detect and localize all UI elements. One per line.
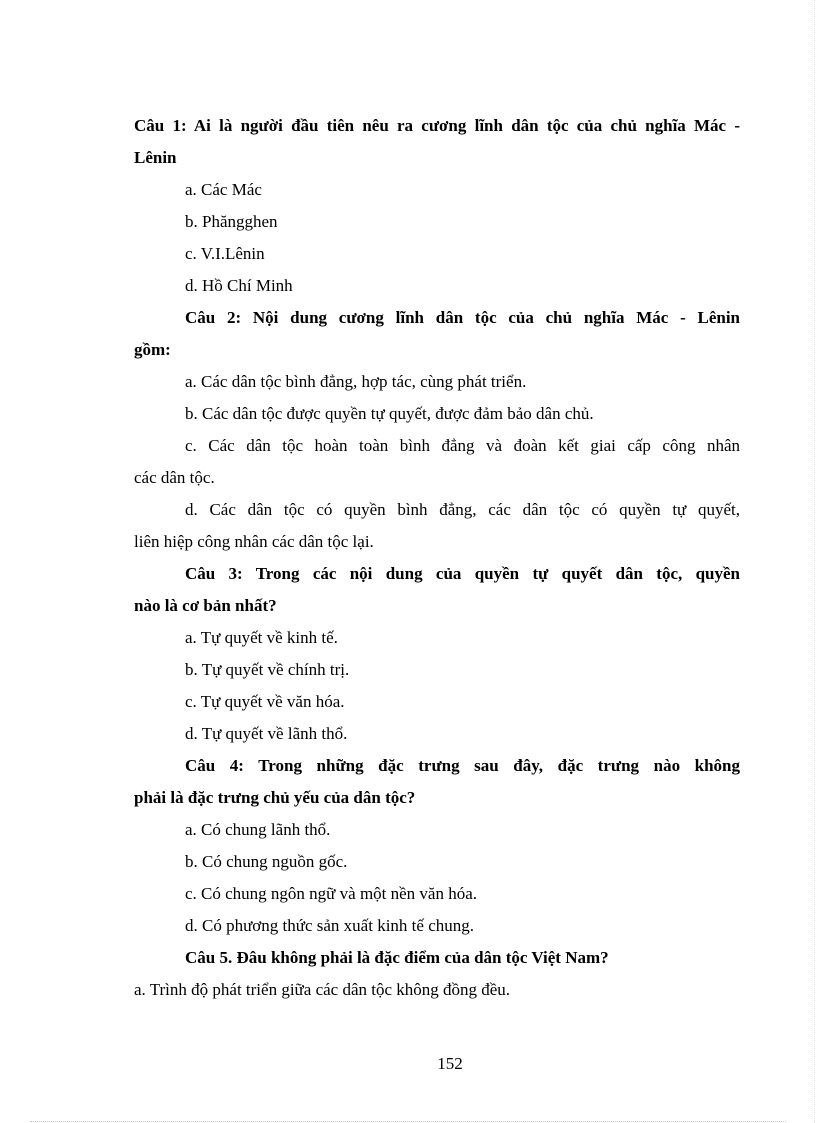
question-list [134, 110, 740, 1006]
question-2-option-c: c. Các dân tộc hoàn toàn bình đẳng và đoàn kết giai cấp công nhân [185, 436, 740, 455]
question-1-option-c: c. V.I.Lênin [185, 244, 265, 263]
question-4-title: Câu 4: Trong những đặc trưng sau đây, đặc trưng nào không [185, 756, 740, 775]
question-2-option-c-cont: các dân tộc. [134, 468, 215, 487]
question-3-title: Câu 3: Trong các nội dung của quyền tự quyết dân tộc, quyền [185, 564, 740, 583]
question-4-option-d: d. Có phương thức sản xuất kinh tế chung. [185, 916, 474, 935]
page-right-border [814, 0, 815, 1123]
question-3-option-b: b. Tự quyết về chính trị. [185, 660, 350, 679]
question-4-option-c: c. Có chung ngôn ngữ và một nền văn hóa. [185, 884, 478, 903]
question-3-option-a: a. Tự quyết về kinh tế. [185, 628, 338, 647]
question-1-option-a: a. Các Mác [185, 180, 262, 199]
question-3-option-d: d. Tự quyết về lãnh thổ. [185, 724, 348, 743]
question-2-title-cont: gồm: [134, 340, 171, 359]
question-1-title: Câu 1: Ai là người đầu tiên nêu ra cương lĩnh dân tộc của chủ nghĩa Mác - [134, 116, 740, 135]
page-number: 152 [437, 1054, 463, 1073]
question-4-option-b: b. Có chung nguồn gốc. [185, 852, 348, 871]
question-3-title-cont: nào là cơ bản nhất? [134, 596, 277, 615]
question-4-title-cont: phải là đặc trưng chủ yếu của dân tộc? [134, 788, 416, 807]
question-1-title-cont: Lênin [134, 148, 177, 167]
question-3-option-c: c. Tự quyết về văn hóa. [185, 692, 345, 711]
question-4-option-a: a. Có chung lãnh thổ. [185, 820, 331, 839]
question-1-option-d: d. Hồ Chí Minh [185, 276, 293, 295]
question-5-title: Câu 5. Đâu không phải là đặc điểm của dân tộc Việt Nam? [185, 948, 609, 967]
question-2-option-d-cont: liên hiệp công nhân các dân tộc lại. [134, 532, 374, 551]
question-1-option-b: b. Phăngghen [185, 212, 278, 231]
question-2-option-b: b. Các dân tộc được quyền tự quyết, được đảm bảo dân chủ. [185, 404, 594, 423]
page-bottom-border [30, 1121, 786, 1122]
question-5-option-a: a. Trình độ phát triển giữa các dân tộc không đồng đều. [134, 980, 511, 999]
question-2-option-a: a. Các dân tộc bình đẳng, hợp tác, cùng phát triển. [185, 372, 527, 391]
question-2-option-d: d. Các dân tộc có quyền bình đẳng, các dân tộc có quyền tự quyết, [185, 500, 740, 519]
question-2-title: Câu 2: Nội dung cương lĩnh dân tộc của chủ nghĩa Mác - Lênin [185, 308, 740, 327]
